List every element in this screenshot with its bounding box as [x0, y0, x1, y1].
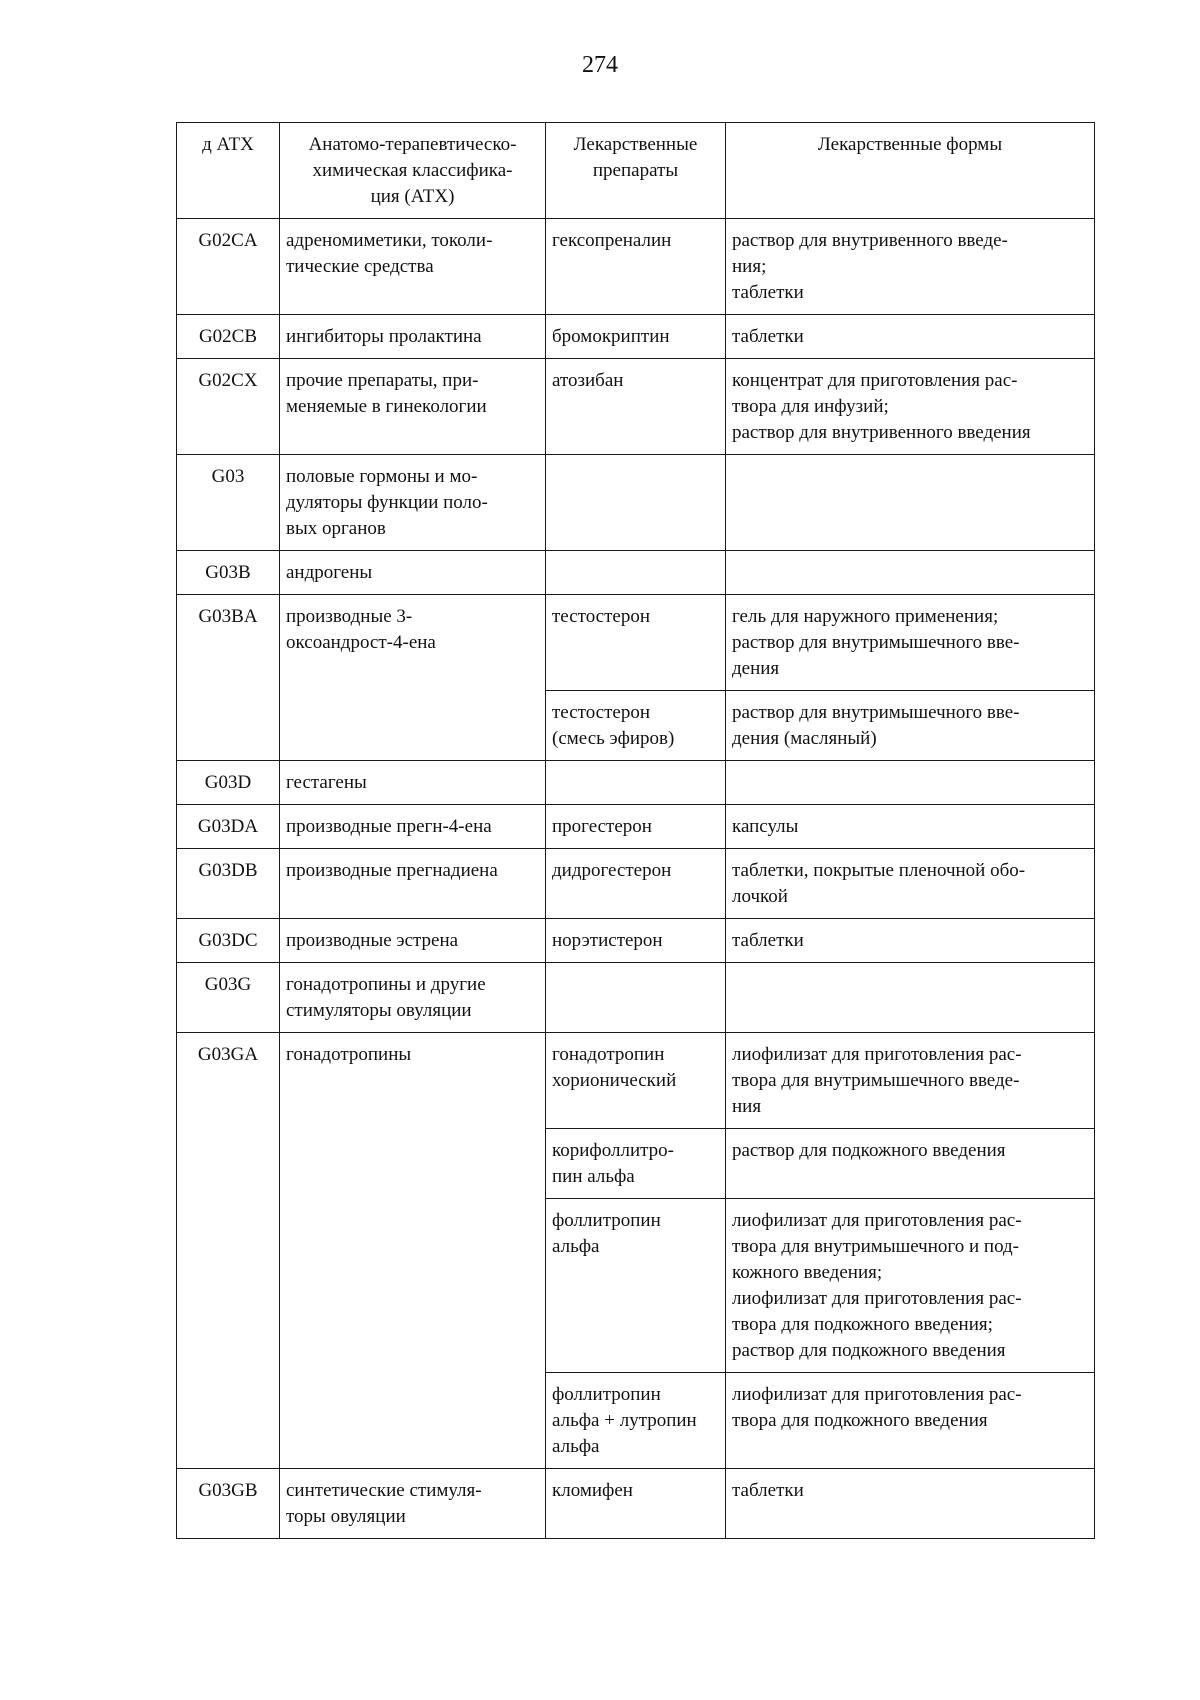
drug-cell — [546, 455, 726, 551]
dosage-form-cell — [726, 595, 1095, 691]
cell-text-line: препараты — [592, 160, 679, 181]
dosage-form-cell — [726, 805, 1095, 849]
cell-text-line: тестостерон — [552, 702, 651, 723]
cell-text-line: синтетические стимуля- — [286, 1480, 482, 1501]
header-dosage-forms — [726, 123, 1095, 219]
drug-cell — [546, 963, 726, 1033]
drug-cell — [546, 1469, 726, 1539]
atx-classification-cell — [280, 359, 546, 455]
cell-text-line: прогестерон — [552, 816, 652, 837]
dosage-form-cell — [726, 1199, 1095, 1373]
cell-text-line: дения (масляный) — [732, 728, 877, 749]
cell-text-line: раствор для подкожного введения — [732, 1140, 1006, 1161]
dosage-form-cell — [726, 455, 1095, 551]
cell-text-line: торы овуляции — [286, 1506, 406, 1527]
cell-text-line: гестагены — [286, 772, 367, 793]
cell-text-line: таблетки — [732, 282, 804, 303]
drug-cell — [546, 919, 726, 963]
table-row — [177, 919, 1095, 963]
cell-text-line: таблетки — [732, 326, 804, 347]
table-header — [177, 123, 1095, 219]
cell-text-line: раствор для подкожного введения — [732, 1340, 1006, 1361]
cell-text-line: андрогены — [286, 562, 373, 583]
cell-text-line: половые гормоны и мо- — [286, 466, 478, 487]
cell-text-line: Лекарственные — [573, 134, 698, 155]
dosage-form-cell — [726, 919, 1095, 963]
cell-text-line: стимуляторы овуляции — [286, 1000, 472, 1021]
table-row — [177, 849, 1095, 919]
header-drugs — [546, 123, 726, 219]
atx-code-cell: G03DA — [177, 805, 280, 849]
drug-cell — [546, 849, 726, 919]
cell-text-line: хорионический — [552, 1070, 677, 1091]
page-number: 274 — [582, 52, 618, 78]
table-row — [177, 219, 1095, 315]
cell-text-line: гель для наружного применения; — [732, 606, 999, 627]
cell-text-line: меняемые в гинекологии — [286, 396, 487, 417]
dosage-form-cell — [726, 761, 1095, 805]
atx-classification-cell — [280, 805, 546, 849]
cell-text-line: лиофилизат для приготовления рас- — [732, 1288, 1022, 1309]
cell-text-line: оксоандрост-4-ена — [286, 632, 436, 653]
drug-cell — [546, 1033, 726, 1129]
cell-text-line: производные 3- — [286, 606, 413, 627]
table-row — [177, 963, 1095, 1033]
cell-text-line: альфа + лутропин — [552, 1410, 697, 1431]
table-row — [177, 595, 1095, 691]
atx-classification-cell — [280, 455, 546, 551]
cell-text-line: лиофилизат для приготовления рас- — [732, 1210, 1022, 1231]
cell-text-line: тестостерон — [552, 606, 651, 627]
header-atx-classification — [280, 123, 546, 219]
drug-cell — [546, 805, 726, 849]
cell-text-line: кломифен — [552, 1480, 633, 1501]
cell-text-line: лиофилизат для приготовления рас- — [732, 1044, 1022, 1065]
cell-text-line: раствор для внутривенного введения — [732, 422, 1031, 443]
dosage-form-cell — [726, 1129, 1095, 1199]
cell-text-line: бромокриптин — [552, 326, 670, 347]
atx-code-cell: G03 — [177, 455, 280, 551]
cell-text-line: кожного введения; — [732, 1262, 883, 1283]
cell-text-line: атозибан — [552, 370, 624, 391]
cell-text-line: ингибиторы пролактина — [286, 326, 482, 347]
dosage-form-cell — [726, 1469, 1095, 1539]
cell-text-line: ция (АТХ) — [370, 186, 455, 207]
cell-text-line: твора для внутримышечного и под- — [732, 1236, 1020, 1257]
drug-cell — [546, 551, 726, 595]
atx-classification-cell — [280, 919, 546, 963]
cell-text-line: гонадотропины и другие — [286, 974, 486, 995]
cell-text-line: Анатомо-терапевтическо- — [308, 134, 517, 155]
table-row — [177, 1469, 1095, 1539]
cell-text-line: твора для подкожного введения; — [732, 1314, 993, 1335]
cell-text-line: пин альфа — [552, 1166, 635, 1187]
cell-text-line: норэтистерон — [552, 930, 663, 951]
table-row — [177, 805, 1095, 849]
cell-text-line: твора для внутримышечного введе- — [732, 1070, 1020, 1091]
cell-text-line: дения — [732, 658, 780, 679]
cell-text-line: раствор для внутримышечного вве- — [732, 632, 1020, 653]
drug-cell — [546, 359, 726, 455]
cell-text-line: (смесь эфиров) — [552, 728, 675, 749]
cell-text-line: дидрогестерон — [552, 860, 672, 881]
header-row — [177, 123, 1095, 219]
dosage-form-cell — [726, 219, 1095, 315]
dosage-form-cell — [726, 315, 1095, 359]
cell-text-line: дуляторы функции поло- — [286, 492, 488, 513]
atx-code-cell: G03BA — [177, 595, 280, 761]
atx-classification-cell — [280, 219, 546, 315]
table-body — [177, 219, 1095, 1539]
cell-text-line: альфа — [552, 1236, 600, 1257]
cell-text-line: д АТХ — [202, 134, 254, 155]
cell-text-line: прочие препараты, при- — [286, 370, 479, 391]
atx-code-cell: G02CX — [177, 359, 280, 455]
table-row — [177, 761, 1095, 805]
cell-text-line: гонадотропин — [552, 1044, 665, 1065]
drug-cell — [546, 691, 726, 761]
drug-cell — [546, 1129, 726, 1199]
drug-cell — [546, 219, 726, 315]
drug-cell — [546, 595, 726, 691]
drug-cell — [546, 315, 726, 359]
atx-classification-cell — [280, 315, 546, 359]
atx-classification-cell — [280, 595, 546, 761]
dosage-form-cell — [726, 691, 1095, 761]
drug-cell — [546, 761, 726, 805]
table-row — [177, 1033, 1095, 1129]
atx-code-cell: G03B — [177, 551, 280, 595]
cell-text-line: адреномиметики, токоли- — [286, 230, 493, 251]
header-atx-code — [177, 123, 280, 219]
cell-text-line: твора для инфузий; — [732, 396, 889, 417]
atx-classification-cell — [280, 849, 546, 919]
cell-text-line: тические средства — [286, 256, 434, 277]
dosage-form-cell — [726, 1373, 1095, 1469]
cell-text-line: химическая классифика- — [312, 160, 513, 181]
table-row — [177, 359, 1095, 455]
dosage-form-cell — [726, 1033, 1095, 1129]
atx-classification-cell — [280, 1033, 546, 1469]
cell-text-line: корифоллитро- — [552, 1140, 674, 1161]
cell-text-line: таблетки, покрытые пленочной обо- — [732, 860, 1026, 881]
atx-classification-cell — [280, 1469, 546, 1539]
atx-code-cell: G03GA — [177, 1033, 280, 1469]
atx-code-cell: G02CA — [177, 219, 280, 315]
cell-text-line: раствор для внутримышечного вве- — [732, 702, 1020, 723]
cell-text-line: таблетки — [732, 930, 804, 951]
atx-classification-cell — [280, 761, 546, 805]
atx-code-cell: G02CB — [177, 315, 280, 359]
cell-text-line: лиофилизат для приготовления рас- — [732, 1384, 1022, 1405]
cell-text-line: производные эстрена — [286, 930, 459, 951]
cell-text-line: капсулы — [732, 816, 799, 837]
cell-text-line: альфа — [552, 1436, 600, 1457]
dosage-form-cell — [726, 963, 1095, 1033]
dosage-form-cell — [726, 849, 1095, 919]
cell-text-line: твора для подкожного введения — [732, 1410, 988, 1431]
dosage-form-cell — [726, 359, 1095, 455]
atx-code-cell: G03DB — [177, 849, 280, 919]
cell-text-line: производные прегн-4-ена — [286, 816, 492, 837]
cell-text-line: ния; — [732, 256, 767, 277]
cell-text-line: раствор для внутривенного введе- — [732, 230, 1008, 251]
table-row — [177, 551, 1095, 595]
cell-text-line: фоллитропин — [552, 1384, 661, 1405]
atx-code-cell: G03G — [177, 963, 280, 1033]
atx-classification-cell — [280, 963, 546, 1033]
cell-text-line: производные прегнадиена — [286, 860, 498, 881]
cell-text-line: концентрат для приготовления рас- — [732, 370, 1018, 391]
cell-text-line: таблетки — [732, 1480, 804, 1501]
cell-text-line: Лекарственные формы — [817, 134, 1003, 155]
drug-cell — [546, 1199, 726, 1373]
drug-cell — [546, 1373, 726, 1469]
atx-code-cell: G03DC — [177, 919, 280, 963]
atx-code-cell: G03D — [177, 761, 280, 805]
table-row — [177, 455, 1095, 551]
cell-text-line: вых органов — [286, 518, 386, 539]
dosage-form-cell — [726, 551, 1095, 595]
cell-text-line: гексопреналин — [552, 230, 672, 251]
atx-classification-table — [176, 122, 1095, 1539]
table-row — [177, 315, 1095, 359]
atx-code-cell: G03GB — [177, 1469, 280, 1539]
cell-text-line: ния — [732, 1096, 762, 1117]
cell-text-line: лочкой — [732, 886, 788, 907]
cell-text-line: гонадотропины — [286, 1044, 412, 1065]
cell-text-line: фоллитропин — [552, 1210, 661, 1231]
atx-classification-cell — [280, 551, 546, 595]
